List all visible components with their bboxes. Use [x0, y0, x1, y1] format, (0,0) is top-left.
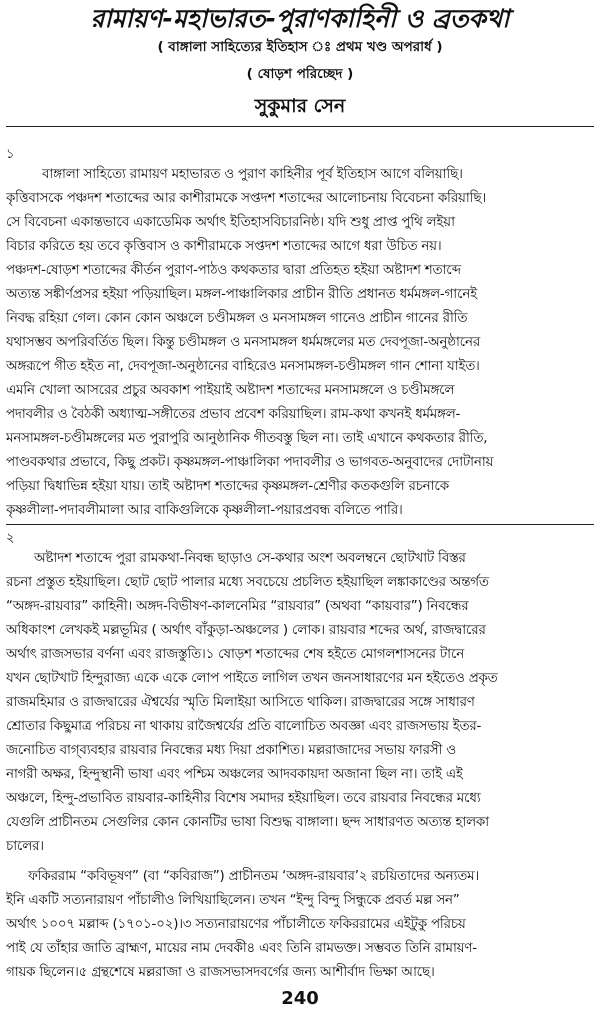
paragraph-line: মনসামঙ্গল-চণ্ডীমঙ্গলের মত পুরাপুরি আনুষ্ঠানিক গীতবস্তু ছিল না। তাই এখানে কথকতার রীতি,	[6, 431, 488, 446]
paragraph-line: জনোচিত বাগ্‌ব্যবহার রায়বার নিবন্ধের মধ্য দিয়া প্রকাশিত। মল্লরাজাদের সভায় ফারসী ও	[6, 743, 456, 758]
paragraph-line: অঙ্গরূপে গীত হইত না, দেবপূজা-অনুষ্ঠানের বাহিরেও মনসামঙ্গল-চণ্ডীমঙ্গল গান শোনা যাইত।	[6, 359, 480, 374]
paragraph-line: অঞ্চলে, হিন্দু-প্রভাবিত রায়বার-কাহিনীর বিশেষ সমাদর হইয়াছিল। তবে রায়বার নিবন্ধের মধ্যে	[6, 791, 481, 806]
paragraph-line: পঞ্চদশ-ষোড়শ শতাব্দের কীর্তন পুরাণ-পাঠও কথকতার দ্বারা প্রতিহত হইয়া অষ্টাদশ শতাব্দে	[6, 263, 461, 278]
paragraph-line: অত্যন্ত সঙ্কীর্ণপ্রসর হইয়া পড়িয়াছিল। মঙ্গল-পাঞ্চালিকার প্রাচীন রীতি প্রধানত ধর্মমঙ্গল-গানেই	[6, 287, 477, 302]
paragraph-line: গায়ক ছিলেন।৫ গ্রন্থশেষে মল্লরাজা ও রাজসভাসদবর্গের জন্য আশীর্বাদ ভিক্ষা আছে।	[6, 965, 435, 980]
paragraph-line: যেগুলি প্রাচীনতম সেগুলির কোন কোনটির ভাষা বিশুদ্ধ বাঙ্গালা। ছন্দ সাধারণত অত্যন্ত হালকা	[6, 815, 489, 830]
paragraph-line: নাগরী অক্ষর, হিন্দুস্থানী ভাষা এবং পশ্চিম অঞ্চলের আদবকায়দা অজানা ছিল না। তাই এই	[6, 767, 463, 782]
paragraph-line: পাণ্ডবকথার প্রভাবে, কিছু প্রকট। কৃষ্ণমঙ্গল-পাঞ্চালিকা পদাবলীর ও ভাগবত-অনুবাদের দোটানায়	[6, 455, 494, 470]
paragraph-line: সে বিবেচনা একান্তভাবে একাডেমিক অর্থাৎ ইতিহাসবিচারনিষ্ঠ। যদি শুধু প্রাপ্ত পুথি লইয়া	[6, 215, 455, 230]
paragraph-line: চালের।	[6, 839, 44, 854]
section-divider	[6, 524, 594, 525]
section-number: ২	[6, 531, 15, 546]
paragraph-line: ইনি একটি সত্যনারায়ণ পাঁচালীও লিখিয়াছিলেন। তখন “ইন্দু বিন্দু সিন্ধুকে প্রবর্ত মল্ল সন”	[6, 893, 460, 908]
page-title: রামায়ণ-মহাভারত-পুরাণকাহিনী ও ব্রতকথা	[90, 4, 510, 33]
section-divider	[6, 126, 594, 127]
paragraph-line: বিচার করিতে হয় তবে কৃত্তিবাস ও কাশীরামকে সপ্তদশ শতাব্দের আগে ধরা উচিত নয়।	[6, 239, 442, 254]
paragraph-line: পদাবলীর ও বৈঠকী অধ্যাত্ম-সঙ্গীতের প্রভাব প্রবেশ করিয়াছিল। রাম-কথা কখনই ধর্মমঙ্গল-	[6, 407, 461, 422]
paragraph-line: এমনি খোলা আসরের প্রচুর অবকাশ পাইয়াই অষ্টাদশ শতাব্দের মনসামঙ্গলে ও চণ্ডীমঙ্গলে	[6, 383, 455, 398]
paragraph-line: নিবদ্ধ রহিয়া গেল। কোন কোন অঞ্চলে চণ্ডীমঙ্গল ও মনসামঙ্গল গানেও প্রাচীন গানের রীতি	[6, 311, 468, 326]
section-number: ১	[6, 147, 15, 162]
author-name: সুকুমার সেন	[254, 95, 346, 117]
paragraph-line: অর্থাৎ রাজসভার বর্ণনা এবং রাজস্তুতি।১ ষোড়শ শতাব্দের শেষ হইতে মোগলশাসনের টানে	[6, 647, 465, 662]
paragraph-line: অর্থাৎ ১০০৭ মল্লাব্দ (১৭০১-০২)।৩ সত্যনারায়ণের পাঁচালীতে ফকিররামের এইটুকু পরিচয়	[6, 917, 466, 932]
paragraph-line: ফকিররাম “কবিভূষণ” (বা “কবিরাজ”) প্রাচীনতম ‘অঙ্গদ-রায়বার’২ রচয়িতাদের অন্যতম।	[28, 869, 479, 884]
paragraph-line: রাজমহিমার ও রাজদ্বারের ঐশ্বর্যের স্মৃতি মিলাইয়া আসিতে থাকিল। রাজদ্বারের সঙ্গে সাধারণ	[6, 695, 475, 710]
paragraph-line: শ্রোতার কিছুমাত্র পরিচয় না থাকায় রাজৈশ্বর্যের প্রতি বালোচিত অবজ্ঞা এবং রাজসভায় ইতর-	[6, 719, 482, 734]
chapter-label: ( ষোড়শ পরিচ্ছেদ )	[246, 66, 354, 82]
paragraph-line: “অঙ্গদ-রায়বার” কাহিনী। অঙ্গদ-বিভীষণ-কালনেমির “রায়বার” (অথবা “কায়বার”) নিবন্ধের	[6, 599, 469, 614]
book-subtitle: ( বাঙ্গালা সাহিত্যের ইতিহাস ঃ প্রথম খণ্ড অপরার্ধ )	[157, 39, 443, 55]
paragraph-line: কৃত্তিবাসকে পঞ্চদশ শতাব্দের আর কাশীরামকে সপ্তদশ শতাব্দের আলোচনায় বিবেচনা করিয়াছি।	[6, 191, 486, 206]
paragraph-line: রচনা প্রস্তুত হইয়াছিল। ছোট ছোট পালার মধ্যে সবচেয়ে প্রচলিত হইয়াছিল লঙ্কাকাণ্ডের অন্তর্গত	[6, 575, 489, 590]
page-number: 240	[281, 988, 319, 1009]
paragraph-line: কৃষ্ণলীলা-পদাবলীমালা আর বাকিগুলিকে কৃষ্ণলীলা-পয়ারপ্রবন্ধ বলিতে পারি।	[6, 503, 403, 518]
paragraph-line: অধিকাংশ লেখকই মল্লভূমির ( অর্থাৎ বাঁকুড়া-অঞ্চলের ) লোক। রায়বার শব্দের অর্থ, রাজদ্বারের	[6, 623, 486, 638]
paragraph-line: অষ্টাদশ শতাব্দে পুরা রামকথা-নিবন্ধ ছাড়াও সে-কথার অংশ অবলম্বনে ছোটখাট বিস্তর	[34, 551, 466, 566]
paragraph-line: যখন ছোটখাট হিন্দুরাজ্য একে একে লোপ পাইতে লাগিল তখন জনসাধারণের মন হইতেও প্রকৃত	[6, 671, 498, 686]
paragraph-line: পাই যে তাঁহার জাতি ব্রাহ্মণ, মায়ের নাম দেবকী৪ এবং তিনি রামভক্ত। সম্ভবত তিনি রামায়ণ-	[6, 941, 477, 956]
paragraph-line: বাঙ্গালা সাহিত্যে রামায়ণ মহাভারত ও পুরাণ কাহিনীর পূর্ব ইতিহাস আগে বলিয়াছি।	[42, 167, 463, 182]
paragraph-line: যথাসম্ভব অপরিবর্তিত ছিল। কিন্তু চণ্ডীমঙ্গল ও মনসামঙ্গল ধর্মমঙ্গলের মত দেবপূজা-অনুষ্ঠানের	[6, 335, 480, 350]
paragraph-line: পড়িয়া দ্বিধাভিন্ন হইয়া যায়। তাই অষ্টাদশ শতাব্দের কৃষ্ণমঙ্গল-শ্রেণীর কতকগুলি রচনাকে	[6, 479, 449, 494]
